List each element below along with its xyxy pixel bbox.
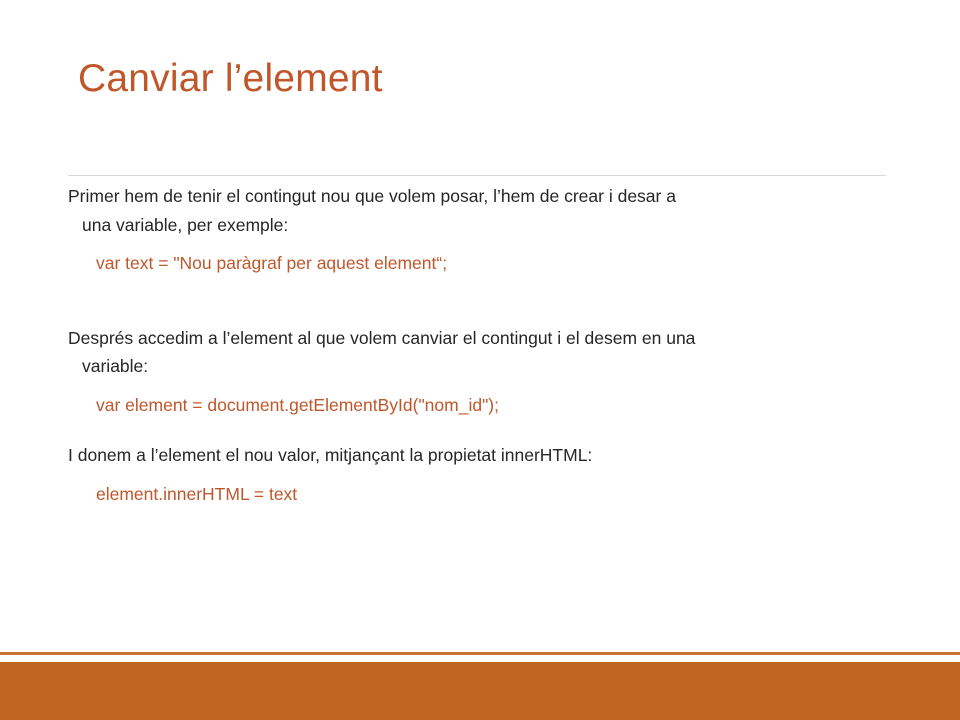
title-divider — [68, 175, 886, 176]
spacer — [68, 470, 898, 480]
code-inner-html: element.innerHTML = text — [96, 483, 298, 504]
code-var-text: var text = "Nou paràgraf per aquest element“; — [96, 253, 448, 274]
spacer — [68, 419, 898, 441]
spacer — [68, 278, 898, 324]
paragraph-intro-line1: Primer hem de tenir el contingut nou que volem posar, l’hem de crear i desar a — [68, 186, 676, 206]
page-title: Canviar l’element — [78, 57, 383, 100]
paragraph-second-line1: Després accedim a l’element al que volem canviar el contingut i el desem en una — [68, 327, 696, 348]
spacer — [68, 381, 898, 391]
footer-gap — [0, 655, 960, 662]
spacer — [68, 239, 898, 249]
paragraph-second-line2: variable: — [82, 356, 149, 377]
slide-body — [68, 182, 898, 508]
code-var-element: var element = document.getElementById("nom_id"); — [96, 394, 499, 415]
paragraph-intro-line2: una variable, per exemple: — [82, 214, 289, 235]
paragraph-third: I donem a l’element el nou valor, mitjançant la propietat innerHTML: — [68, 445, 593, 466]
footer-bar — [0, 662, 960, 720]
